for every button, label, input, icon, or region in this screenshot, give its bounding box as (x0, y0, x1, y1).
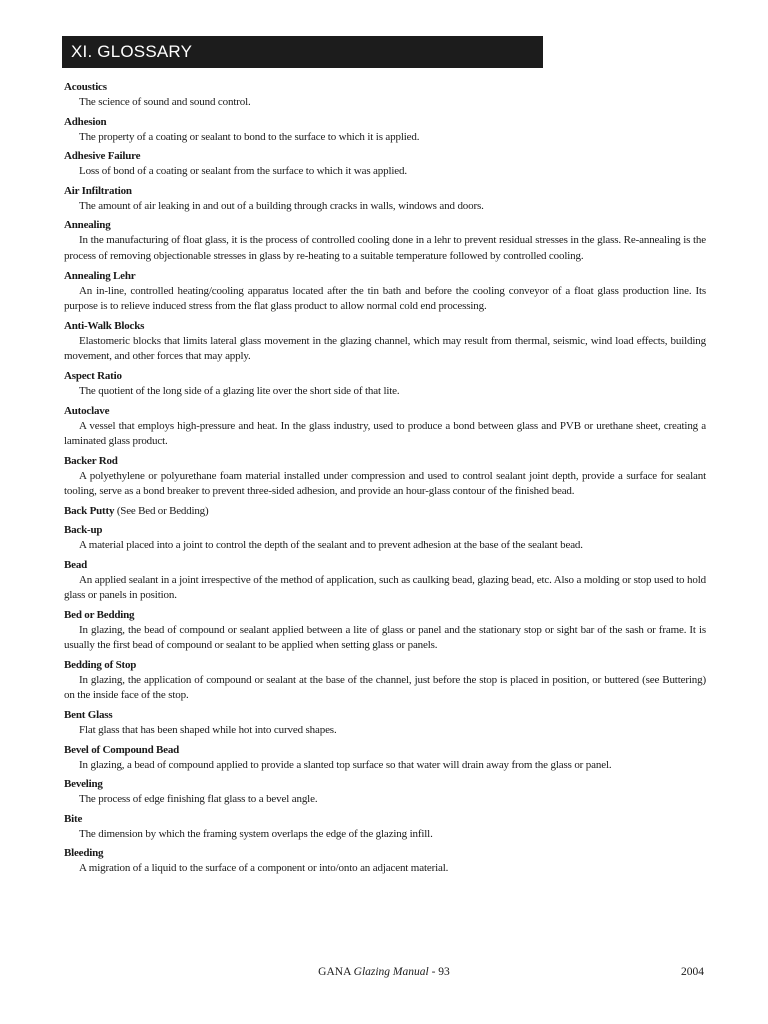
glossary-term: Back-up (64, 523, 103, 536)
glossary-term: Annealing Lehr (64, 269, 136, 282)
footer-org: GANA (318, 966, 351, 978)
glossary-entry (64, 80, 706, 111)
glossary-definition: In glazing, a bead of compound applied to provide a slanted top surface so that water will drain away from the glass or panel. (79, 758, 612, 771)
glossary-term: Autoclave (64, 404, 110, 417)
glossary-term: Bevel of Compound Bead (64, 743, 180, 756)
glossary-entry (64, 558, 706, 604)
glossary-term: Air Infiltration (64, 184, 132, 197)
glossary-entry (64, 404, 706, 450)
glossary-definition: In the manufacturing of float glass, it is the process of controlled cooling done in a lehr to prevent residual stresses in the glass. Re-annealing is the process of removing objectionable stresses in glass by re-heating to a suitable temperature followed by controlled cooling. (64, 234, 706, 262)
glossary-definition: A material placed into a joint to control the depth of the sealant and to prevent adhesion at the base of the sealant bead. (79, 538, 583, 551)
glossary-term: Bead (64, 558, 88, 571)
glossary-definition: The amount of air leaking in and out of a building through cracks in walls, windows and doors. (79, 199, 484, 212)
glossary-entry (64, 658, 706, 704)
glossary-definition: The process of edge finishing flat glass to a bevel angle. (79, 793, 318, 806)
glossary-term: Backer Rod (64, 454, 118, 467)
glossary-entry (64, 708, 706, 739)
glossary-term: Bite (64, 812, 83, 825)
glossary-entry (64, 149, 706, 180)
glossary-entry (64, 523, 706, 554)
glossary-definition: The science of sound and sound control. (79, 96, 251, 108)
glossary-entry (64, 454, 706, 500)
glossary-definition: The dimension by which the framing system overlaps the edge of the glazing infill. (79, 827, 433, 840)
glossary-term: Annealing (64, 219, 111, 232)
glossary-definition: The quotient of the long side of a glazing lite over the short side of that lite. (79, 384, 400, 397)
footer-manual-title: Glazing Manual (353, 966, 429, 978)
glossary-definition: Elastomeric blocks that limits lateral glass movement in the glazing channel, which may result from thermal, seismic, wind load effects, building movement, and other forces that may apply. (64, 334, 706, 363)
glossary-entry (64, 743, 706, 774)
glossary-definition: An in-line, controlled heating/cooling apparatus located after the tin bath and before the cooling conveyor of a float glass production line. Its purpose is to relieve induced stress from the flat glass product to allow normal cold end processing. (64, 284, 706, 313)
glossary-entry (64, 269, 706, 315)
glossary-definition: A vessel that employs high-pressure and heat. In the glass industry, used to produce a bond between glass and PVB or urethane sheet, creating a laminated glass product. (64, 419, 706, 448)
glossary-entry (64, 812, 706, 843)
page-footer (0, 965, 768, 979)
glossary-term: Adhesion (64, 115, 107, 128)
glossary-entry (64, 608, 706, 654)
glossary-term: Beveling (64, 778, 103, 791)
glossary-term: Anti-Walk Blocks (64, 319, 145, 332)
glossary-definition: In glazing, the bead of compound or sealant applied between a lite of glass or panel and the stationary stop or sight bar of the sash or frame. It is usually the first bead of compound or sealant to be applied when setting glass or panels. (64, 623, 706, 652)
glossary-definition: Flat glass that has been shaped while hot into curved shapes. (79, 724, 337, 737)
glossary-definition: A migration of a liquid to the surface of a component or into/onto an adjacent material. (79, 862, 449, 875)
glossary-definition: A polyethylene or polyurethane foam material installed under compression and used to control sealant joint depth, provide a surface for sealant tooling, serve as a bond breaker to prevent three-sided adhesion, and provide an hour-glass contour of the finished bead. (64, 469, 706, 498)
glossary-term: Bed or Bedding (64, 608, 135, 621)
footer-page-number: - 93 (431, 966, 450, 978)
glossary-definition: The property of a coating or sealant to bond to the surface to which it is applied. (79, 130, 420, 143)
glossary-definition: In glazing, the application of compound or sealant at the base of the channel, just before the stop is placed in position, or buttered (see Buttering) on the inside face of the stop. (64, 673, 706, 702)
glossary-entry (64, 218, 706, 264)
glossary-term: Bleeding (64, 847, 104, 860)
footer-year: 2004 (681, 966, 704, 978)
glossary-entry (64, 115, 706, 146)
glossary-definition: An applied sealant in a joint irrespective of the method of application, such as caulking bead, glazing bead, etc. Also a molding or stop used to hold glass or panels in position. (64, 573, 706, 602)
glossary-cross-reference: (See Bed or Bedding) (116, 504, 209, 517)
glossary-term: Back Putty (64, 504, 115, 517)
glossary-term: Adhesive Failure (64, 150, 141, 163)
glossary-term: Bedding of Stop (64, 658, 137, 671)
glossary-term: Aspect Ratio (64, 369, 122, 382)
glossary-term: Bent Glass (64, 709, 113, 722)
glossary-entry (64, 504, 706, 519)
glossary-definition: Loss of bond of a coating or sealant from the surface to which it was applied. (79, 165, 407, 178)
glossary-entry (64, 369, 706, 400)
glossary-list (64, 80, 706, 881)
glossary-entry (64, 846, 706, 877)
glossary-term: Acoustics (64, 81, 107, 93)
glossary-term-with-note (64, 504, 706, 519)
glossary-entry (64, 319, 706, 365)
glossary-entry (64, 777, 706, 808)
glossary-entry (64, 184, 706, 215)
section-title: XI. GLOSSARY (62, 36, 543, 68)
